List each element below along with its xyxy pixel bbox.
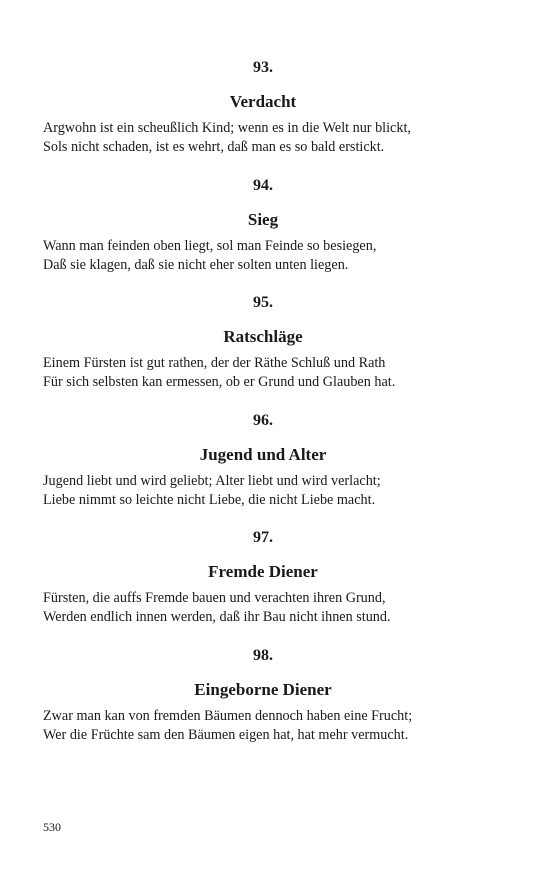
epigram-number: 98. [253,647,273,664]
epigram-95 [43,294,483,392]
epigram-verse [43,707,483,745]
verse-line: Wann man feinden oben liegt, sol man Feinde so besiegen, [43,238,377,254]
epigram-title: Jugend und Alter [199,445,327,464]
verse-line: Fürsten, die auffs Fremde bauen und verachten ihren Grund, [43,590,386,606]
verse-line: Liebe nimmt so leichte nicht Liebe, die nicht Liebe macht. [43,492,376,508]
epigram-number: 97. [253,529,273,546]
epigram-93 [43,59,483,157]
epigram-96 [43,412,483,510]
page-number: 530 [43,820,61,834]
epigram-title: Eingeborne Diener [194,680,332,699]
epigram-title: Fremde Diener [208,562,318,581]
verse-line: Daß sie klagen, daß sie nicht eher solten unten liegen. [43,257,349,273]
epigram-verse [43,237,483,275]
epigram-verse [43,354,483,392]
epigram-number: 94. [253,177,273,194]
epigram-title: Verdacht [229,92,297,111]
epigram-98 [43,647,483,745]
verse-line: Für sich selbsten kan ermessen, ob er Grund und Glauben hat. [43,374,396,390]
epigram-verse [43,119,483,157]
epigram-verse [43,589,483,627]
epigram-title: Ratschläge [223,327,303,346]
epigram-number: 93. [253,59,273,76]
epigram-title: Sieg [247,210,279,229]
verse-line: Werden endlich innen werden, daß ihr Bau nicht ihnen stund. [43,609,391,625]
verse-line: Einem Fürsten ist gut rathen, der der Räthe Schluß und Rath [43,355,386,371]
verse-line: Argwohn ist ein scheußlich Kind; wenn es in die Welt nur blickt, [43,120,411,136]
epigram-number: 95. [253,294,273,311]
epigram-97 [43,529,483,627]
epigram-verse [43,472,483,510]
verse-line: Wer die Früchte sam den Bäumen eigen hat, hat mehr vermucht. [43,727,409,743]
epigram-number: 96. [253,412,273,429]
verse-line: Sols nicht schaden, ist es wehrt, daß man es so bald erstickt. [43,139,385,155]
epigram-94 [43,177,483,275]
verse-line: Jugend liebt und wird geliebt; Alter liebt und wird verlacht; [43,473,381,489]
verse-line: Zwar man kan von fremden Bäumen dennoch haben eine Frucht; [43,708,413,724]
